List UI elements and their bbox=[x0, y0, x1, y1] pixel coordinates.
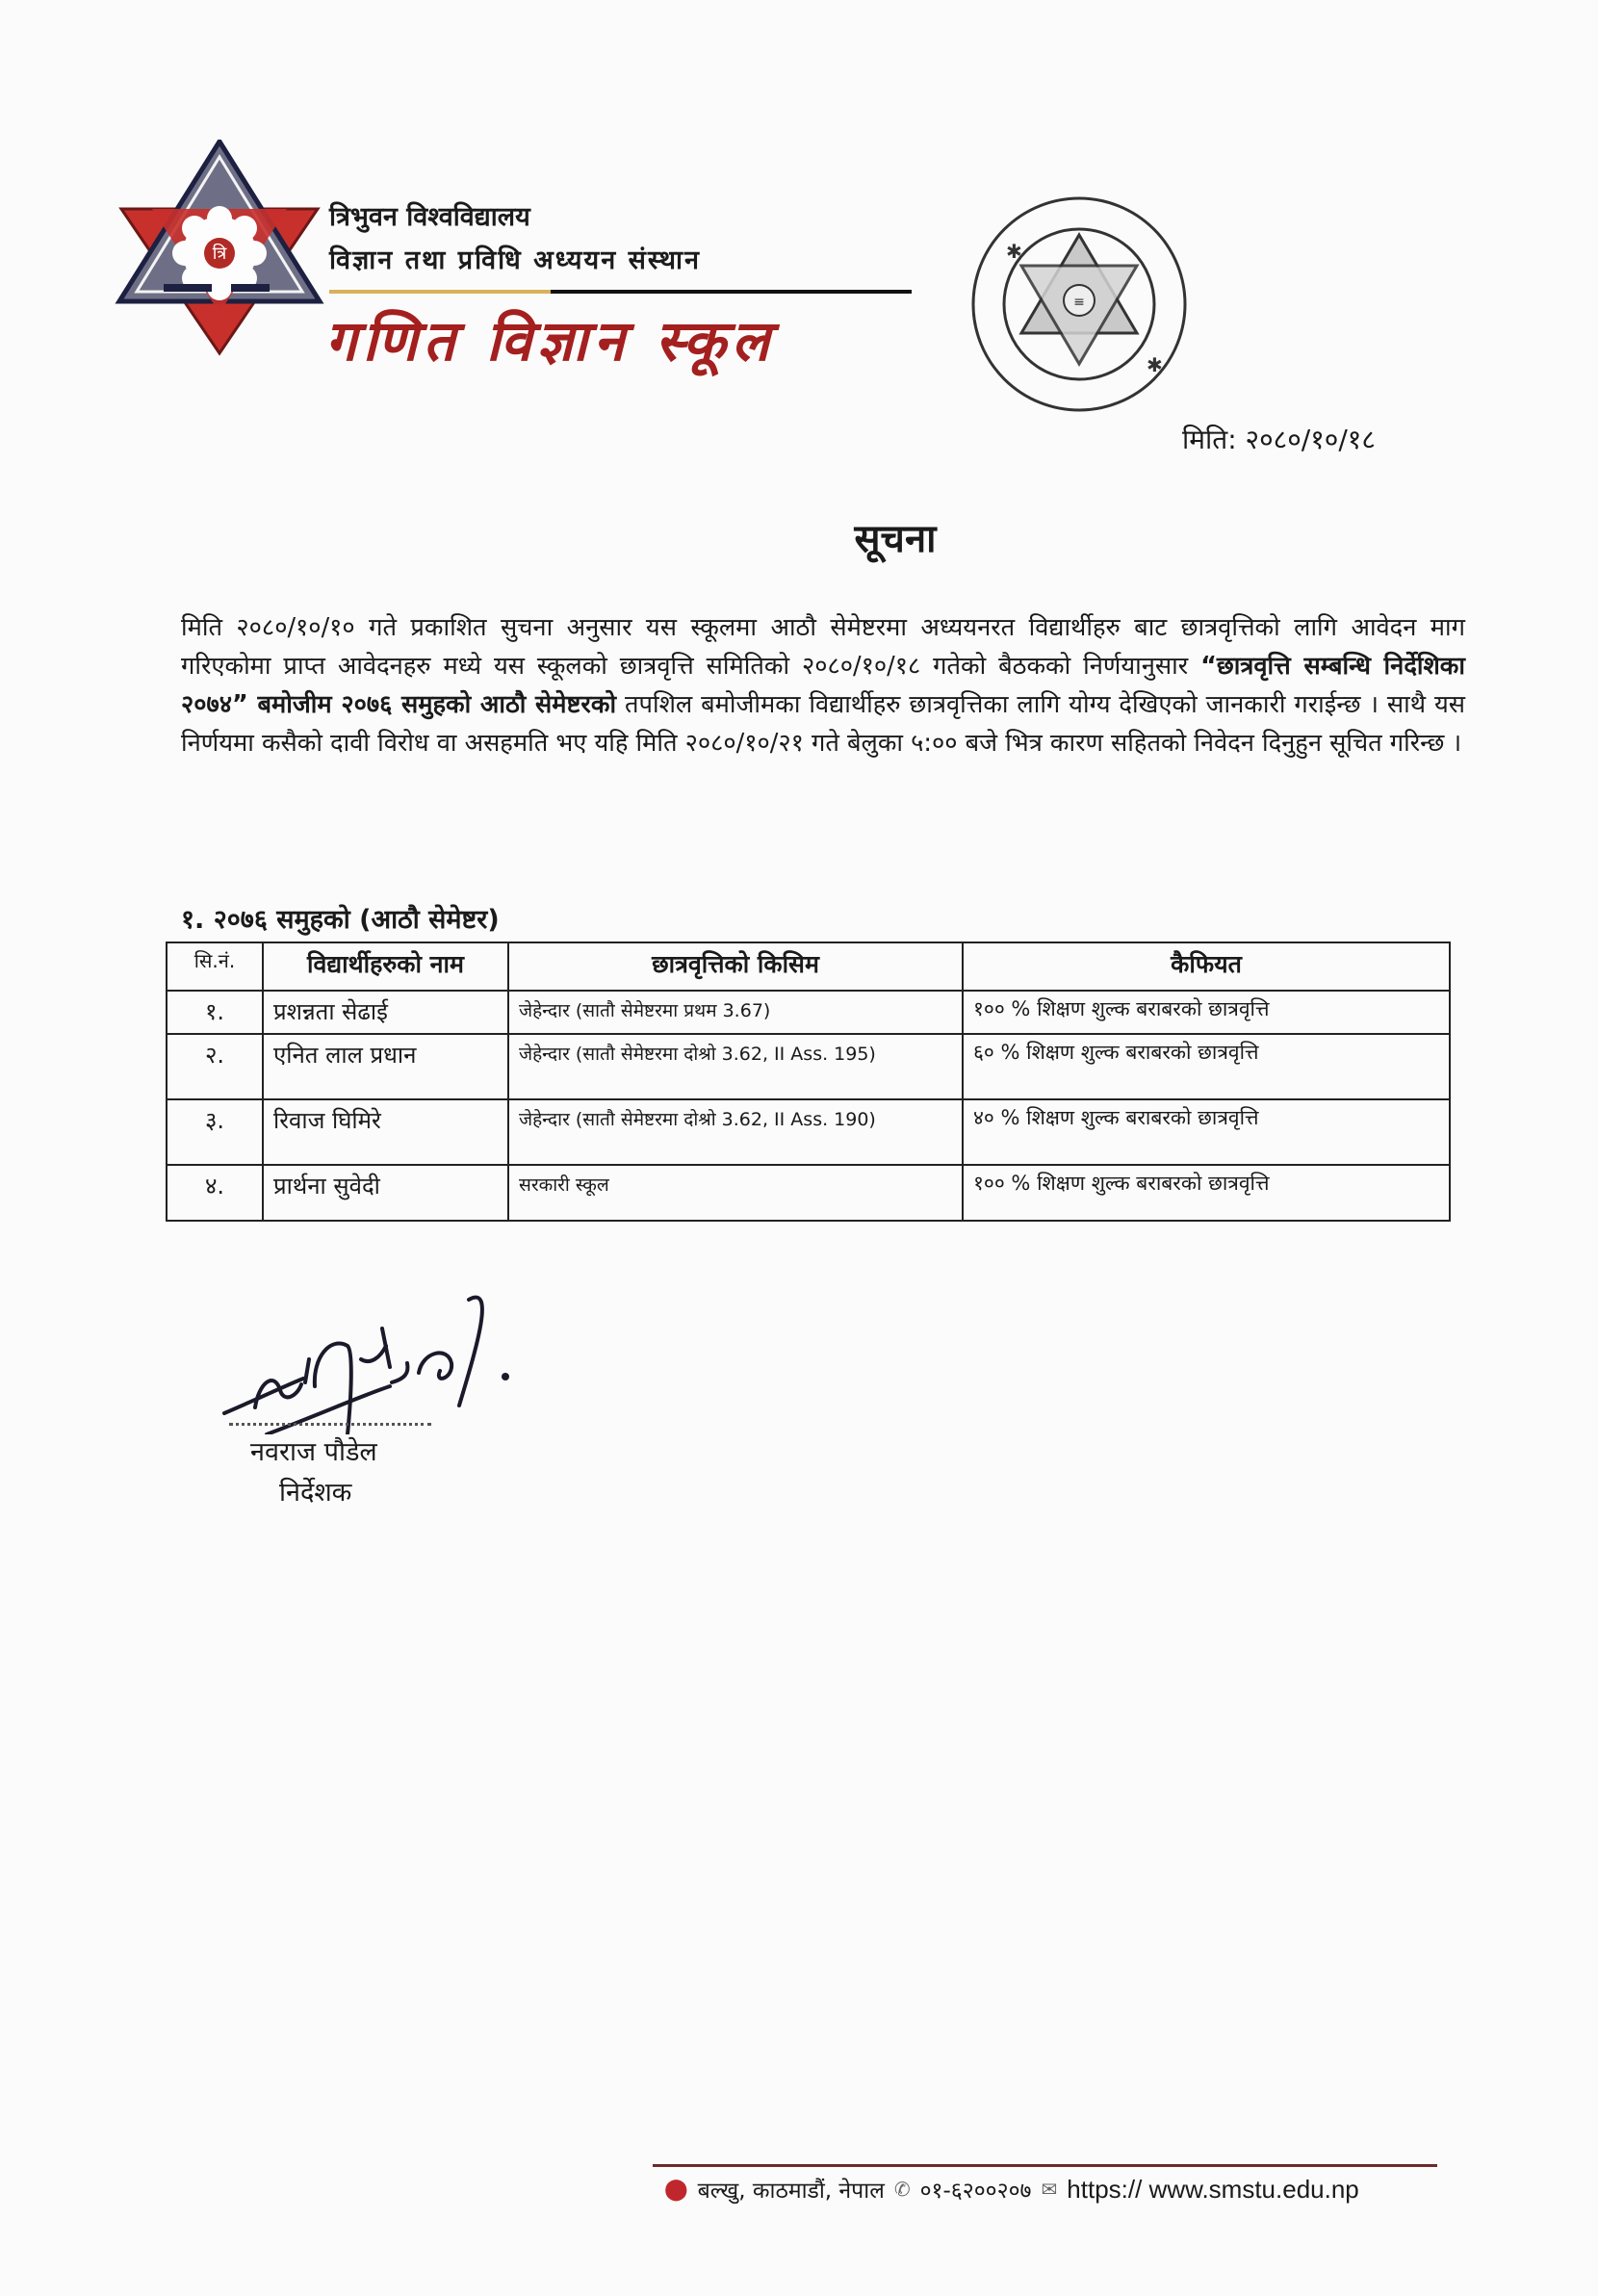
row-serial: ३. bbox=[167, 1099, 263, 1165]
signatory-name: नवराज पौडेल bbox=[250, 1437, 377, 1467]
footer-address: बल्खु, काठमाडौं, नेपाल bbox=[697, 2179, 885, 2204]
header-remarks: कैफियत bbox=[963, 942, 1450, 991]
footer-phone: ०१-६२००२०७ bbox=[919, 2179, 1032, 2204]
header-type: छात्रवृत्तिको किसिम bbox=[508, 942, 963, 991]
table-row bbox=[167, 1165, 1450, 1221]
location-pin-icon: ⬤ bbox=[664, 2177, 688, 2202]
row-remark: १०० % शिक्षण शुल्क बराबरको छात्रवृत्ति bbox=[963, 1165, 1450, 1221]
body-text-part2: तपशिल बमोजीमका विद्यार्थीहरु छात्रवृत्तिका लागि योग्य देखिएको जानकारी गराईन्छ । साथै यस निर्णयमा कसैको दावी विरोध वा असहमति भए यहि मिति २०८०/१०/२१ गते बेलुका ५:०० बजे भित्र कारण सहितको निवेदन दिनुहुन सूचित गरिन्छ । bbox=[181, 690, 1465, 758]
row-student-name: रिवाज घिमिरे bbox=[263, 1099, 508, 1165]
row-scholarship-type: जेहेन्दार (सातौ सेमेष्टरमा दोश्रो 3.62, II Ass. 195) bbox=[508, 1034, 963, 1099]
row-scholarship-type: सरकारी स्कूल bbox=[508, 1165, 963, 1221]
signature-line bbox=[229, 1423, 431, 1426]
footer-website-link[interactable]: https:// www.smstu.edu.np bbox=[1067, 2174, 1359, 2204]
row-serial: ४. bbox=[167, 1165, 263, 1221]
table-row bbox=[167, 991, 1450, 1034]
tribhuvan-emblem-icon bbox=[114, 140, 325, 356]
body-text-part1: मिति २०८०/१०/१० गते प्रकाशित सुचना अनुसार यस स्कूलमा आठौ सेमेष्टरमा अध्ययनरत विद्यार्थीहरु बाट छात्रवृत्तिको लागि आवेदन माग गरिएकोमा प्राप्त आवेदनहरु मध्ये यस स्कूलको छात्रवृत्ति समितिको २०८०/१०/१८ गतेको बैठकको निर्णयानुसार bbox=[181, 613, 1465, 681]
official-seal bbox=[967, 193, 1191, 416]
svg-text:≡: ≡ bbox=[1073, 295, 1085, 310]
institute-name: विज्ञान तथा प्रविधि अध्ययन संस्थान bbox=[329, 245, 702, 275]
notice-title: सूचना bbox=[854, 517, 937, 561]
notice-date: मिति: २०८०/१०/१८ bbox=[1182, 424, 1376, 455]
table-row bbox=[167, 1099, 1450, 1165]
row-serial: २. bbox=[167, 1034, 263, 1099]
header-name: विद्यार्थीहरुको नाम bbox=[263, 942, 508, 991]
row-serial: १. bbox=[167, 991, 263, 1034]
signatory-title: निर्देशक bbox=[279, 1478, 352, 1508]
row-student-name: प्रशन्नता सेढाई bbox=[263, 991, 508, 1034]
row-student-name: प्रार्थना सुवेदी bbox=[263, 1165, 508, 1221]
university-logo bbox=[114, 140, 325, 356]
section-title: १. २०७६ समुहको (आठौ सेमेष्टर) bbox=[181, 905, 500, 935]
svg-text:✱: ✱ bbox=[1147, 353, 1163, 376]
row-student-name: एनित लाल प्रधान bbox=[263, 1034, 508, 1099]
table-header-row bbox=[167, 942, 1450, 991]
svg-text:✱: ✱ bbox=[1006, 240, 1022, 263]
header-serial: सि.नं. bbox=[167, 942, 263, 991]
phone-icon: ✆ bbox=[893, 2178, 911, 2201]
row-scholarship-type: जेहेन्दार (सातौ सेमेष्टरमा प्रथम 3.67) bbox=[508, 991, 963, 1034]
notice-body bbox=[181, 608, 1465, 762]
row-scholarship-type: जेहेन्दार (सातौ सेमेष्टरमा दोश्रो 3.62, II Ass. 190) bbox=[508, 1099, 963, 1165]
university-name: त्रिभुवन विश्वविद्यालय bbox=[329, 202, 530, 232]
row-remark: ४० % शिक्षण शुल्क बराबरको छात्रवृत्ति bbox=[963, 1099, 1450, 1165]
handwritten-signature bbox=[217, 1290, 563, 1434]
footer-divider bbox=[653, 2164, 1437, 2167]
signature-icon bbox=[217, 1290, 563, 1434]
row-remark: ६० % शिक्षण शुल्क बराबरको छात्रवृत्ति bbox=[963, 1034, 1450, 1099]
row-remark: १०० % शिक्षण शुल्क बराबरको छात्रवृत्ति bbox=[963, 991, 1450, 1034]
svg-text:त्रि: त्रि bbox=[212, 244, 227, 264]
mail-icon: ✉ bbox=[1041, 2178, 1058, 2201]
footer-contact bbox=[664, 2174, 1359, 2205]
body-text-bold: “छात्रवृत्ति सम्बन्धि निर्देशिका २०७४” बमोजीम २०७६ समुहको आठौ सेमेष्टरको bbox=[181, 652, 1465, 719]
header-divider bbox=[329, 290, 912, 294]
table-row bbox=[167, 1034, 1450, 1099]
school-name: गणित विज्ञान स्कूल bbox=[325, 308, 776, 374]
seal-stamp-icon bbox=[967, 193, 1191, 416]
scholarship-table bbox=[166, 942, 1451, 1222]
